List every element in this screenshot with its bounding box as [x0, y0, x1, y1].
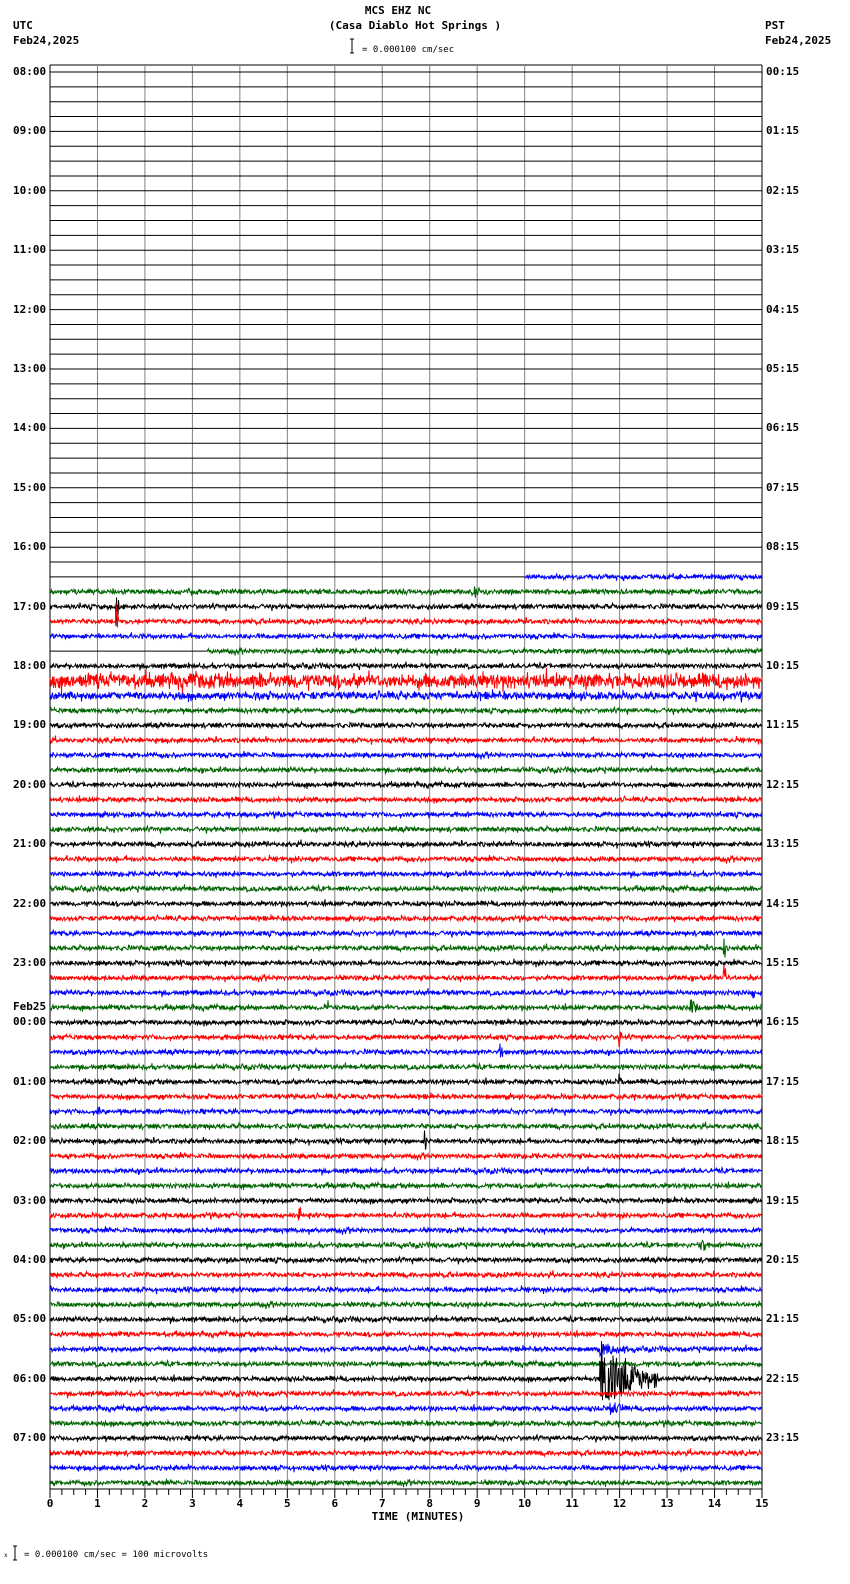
pst-hour-label: 07:15 [766, 480, 800, 494]
pst-hour-label: 16:15 [766, 1015, 800, 1029]
utc-hour-label: 07:00 [13, 1431, 47, 1445]
x-tick-label: 9 [473, 1497, 481, 1510]
utc-hour-label: 01:00 [13, 1074, 47, 1088]
pst-hour-label: 00:15 [766, 65, 800, 78]
utc-hour-label: 02:00 [13, 1134, 47, 1148]
x-tick-label: 15 [755, 1497, 769, 1510]
utc-hour-label: 17:00 [13, 599, 47, 613]
utc-hour-label: 14:00 [13, 421, 47, 435]
x-tick-label: 1 [94, 1497, 101, 1510]
pst-hour-label: 03:15 [766, 243, 800, 257]
utc-hour-label: 12:00 [13, 302, 47, 316]
x-tick-label: 10 [518, 1497, 532, 1510]
utc-hour-label: 05:00 [13, 1312, 47, 1326]
pst-hour-label: 18:15 [766, 1134, 800, 1148]
x-axis-label: TIME (MINUTES) [371, 1510, 465, 1523]
utc-hour-label: 10:00 [13, 183, 47, 197]
pst-hour-label: 15:15 [766, 956, 800, 969]
pst-hour-label: 01:15 [766, 124, 800, 138]
pst-hour-label: 20:15 [766, 1253, 800, 1266]
utc-hour-label: 21:00 [13, 837, 47, 851]
utc-hour-label: 03:00 [13, 1193, 47, 1207]
footer-scale-label: = 0.000100 cm/sec = 100 microvolts [24, 1550, 209, 1560]
utc-hour-label: 08:00 [13, 65, 47, 78]
x-tick-label: 4 [236, 1497, 244, 1510]
scale-label: = 0.000100 cm/sec [362, 45, 455, 55]
pst-hour-label: 12:15 [766, 777, 800, 791]
footer-scale-prefix: x [4, 1552, 8, 1559]
pst-hour-label: 21:15 [766, 1312, 800, 1326]
pst-hour-label: 19:15 [766, 1193, 800, 1207]
utc-hour-label: 00:00 [13, 1015, 47, 1029]
left-timezone: UTC [13, 19, 33, 32]
pst-hour-label: 05:15 [766, 362, 800, 375]
pst-hour-label: 08:15 [766, 540, 800, 554]
x-tick-label: 0 [46, 1497, 54, 1510]
pst-hour-label: 11:15 [766, 718, 800, 732]
right-date: Feb24,2025 [765, 34, 832, 47]
utc-hour-label: 09:00 [13, 124, 47, 138]
date-change-label: Feb25 [13, 1000, 47, 1014]
utc-hour-label: 23:00 [13, 956, 47, 969]
station-title: MCS EHZ NC [364, 4, 432, 17]
x-tick-label: 8 [426, 1497, 434, 1510]
x-tick-label: 3 [189, 1497, 196, 1510]
utc-hour-label: 20:00 [13, 777, 47, 791]
pst-hour-label: 17:15 [766, 1074, 800, 1088]
pst-hour-label: 04:15 [766, 302, 800, 316]
pst-hour-label: 23:15 [766, 1431, 800, 1445]
utc-hour-label: 06:00 [13, 1371, 47, 1385]
left-date: Feb24,2025 [13, 34, 80, 47]
utc-hour-label: 18:00 [13, 659, 47, 672]
utc-hour-label: 22:00 [13, 896, 47, 910]
x-tick-label: 7 [378, 1497, 386, 1510]
x-tick-label: 2 [141, 1497, 149, 1510]
x-tick-label: 11 [565, 1497, 579, 1510]
utc-hour-label: 16:00 [13, 540, 47, 554]
pst-hour-label: 22:15 [766, 1371, 800, 1385]
utc-hour-label: 13:00 [13, 362, 47, 375]
pst-hour-label: 02:15 [766, 183, 800, 197]
x-tick-label: 12 [612, 1497, 627, 1510]
pst-hour-label: 09:15 [766, 599, 800, 613]
utc-hour-label: 11:00 [13, 243, 47, 257]
x-tick-label: 6 [331, 1497, 339, 1510]
right-timezone: PST [765, 19, 785, 32]
pst-hour-label: 13:15 [766, 837, 800, 851]
station-subtitle: (Casa Diablo Hot Springs ) [328, 19, 502, 32]
utc-hour-label: 15:00 [13, 480, 47, 494]
utc-hour-label: 19:00 [13, 718, 47, 732]
utc-hour-label: 04:00 [13, 1253, 47, 1266]
x-tick-label: 13 [660, 1497, 674, 1510]
pst-hour-label: 06:15 [766, 421, 800, 435]
pst-hour-label: 10:15 [766, 659, 800, 672]
x-tick-label: 14 [707, 1497, 722, 1510]
x-tick-label: 5 [284, 1497, 291, 1510]
pst-hour-label: 14:15 [766, 896, 800, 910]
